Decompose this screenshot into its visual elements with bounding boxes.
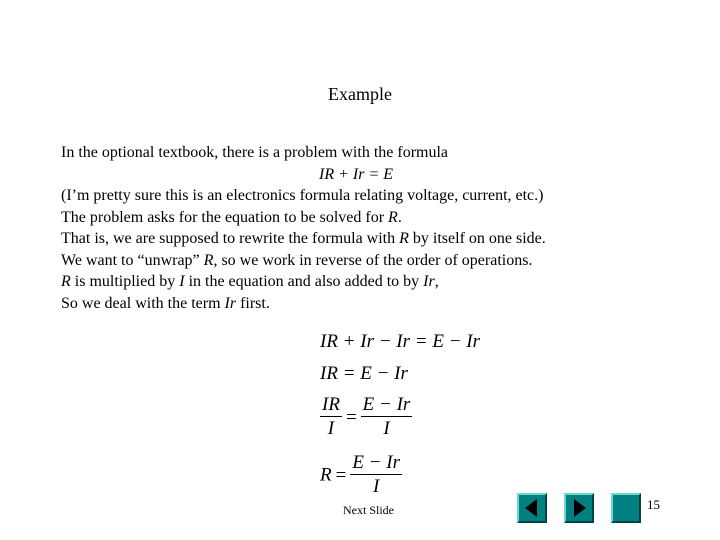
variable: R <box>388 208 398 226</box>
equation-step-3 <box>320 394 412 441</box>
text: . <box>397 208 402 226</box>
denominator: I <box>383 418 390 439</box>
fraction <box>350 452 402 499</box>
text: So we deal with the term <box>61 294 225 312</box>
fraction-right <box>361 394 413 441</box>
body-line-1: In the optional textbook, there is a problem with the formula <box>61 144 449 161</box>
body-line-3: (I’m pretty sure this is an electronics formula relating voltage, current, etc.) <box>61 187 544 204</box>
body-line-7 <box>61 271 681 293</box>
variable: Ir <box>423 273 435 290</box>
equals-sign: = <box>345 406 357 428</box>
slide-title: Example <box>328 84 392 104</box>
next-slide-button[interactable] <box>564 493 594 523</box>
text: by itself on one side. <box>408 230 546 247</box>
text: , so we work in reverse of the order of operations. <box>213 251 533 269</box>
numerator: E − Ir <box>362 394 411 415</box>
equation-step-4 <box>320 452 402 499</box>
body-line-6 <box>61 250 681 272</box>
fraction-left <box>320 394 342 441</box>
body-line-5 <box>61 228 681 250</box>
variable: R <box>203 251 214 269</box>
formula-line: IR + Ir = E <box>319 165 394 183</box>
numerator: IR <box>322 394 340 415</box>
denominator: I <box>372 476 380 497</box>
variable: I <box>179 273 185 290</box>
triangle-right-icon <box>566 495 592 521</box>
text: , <box>434 273 439 290</box>
equals-sign: = <box>335 464 347 486</box>
variable: Ir <box>224 294 237 312</box>
next-slide-link[interactable]: Next Slide <box>343 503 394 517</box>
previous-slide-button[interactable] <box>517 493 547 523</box>
numerator: E − Ir <box>352 452 400 473</box>
equation-step-2: IR = E − Ir <box>320 363 408 384</box>
text: The problem asks for the equation to be solved for <box>61 208 389 226</box>
text: is multiplied by <box>70 273 180 290</box>
equation-step-1: IR + Ir − Ir = E − Ir <box>320 331 480 352</box>
text: We want to “unwrap” <box>61 251 204 269</box>
body-line-8 <box>61 293 681 315</box>
triangle-left-icon <box>519 495 545 521</box>
denominator: I <box>327 418 335 439</box>
body-line-4 <box>61 207 681 229</box>
end-show-button[interactable] <box>611 493 641 523</box>
variable: R <box>399 230 409 247</box>
slide-body <box>61 142 681 314</box>
text: in the equation and also added to by <box>184 273 424 290</box>
page-number: 15 <box>647 497 660 512</box>
text: first. <box>236 294 270 312</box>
left-side: R <box>320 464 332 486</box>
variable: R <box>61 273 71 290</box>
text: That is, we are supposed to rewrite the formula with <box>61 230 400 247</box>
end-icon <box>613 495 639 521</box>
